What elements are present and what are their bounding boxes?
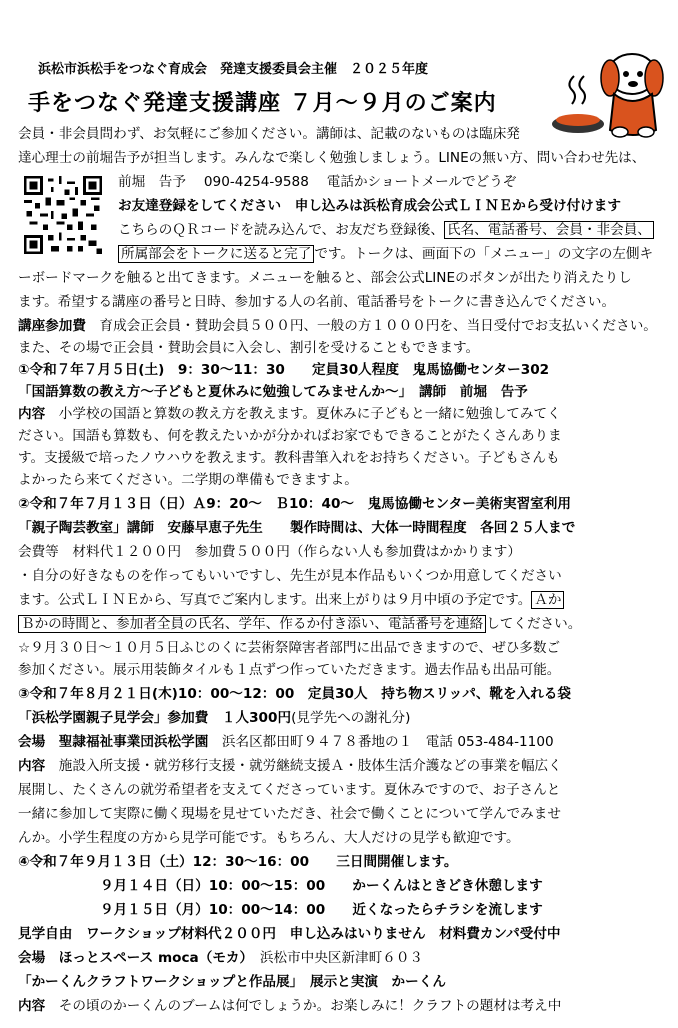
contact-line [118,172,664,192]
session-2-body-2 [18,590,664,610]
session-4-body [18,996,664,1016]
session-3-body-3: 一緒に参加して実際に働く現場を見せていただき、社会で働くことについて学んでみませ [18,806,561,822]
session-1-theme: 「国語算数の教え方～子どもと夏休みに勉強してみませんか～」 講師 前堀 告予 [18,384,528,400]
session-3-theme-note: (見学先への謝礼分) [291,710,411,726]
session-3-body-2: 展開し、たくさんの就労希望者を支えてくださっています。夏休みですので、お子さんと [18,782,561,798]
session-3-venue: 浜名区都田町９４７８番地の１ 電話 053-484-1100 [208,734,554,750]
session-2-body-4: ☆９月３０日～１０月５日ふじのくに芸術祭障害者部門に出品できますので、ぜひ多数ご [18,640,561,656]
content-label: 内容 [18,998,46,1014]
fee-label: 講座参加費 [18,318,86,334]
session-4-venue-label: 会場 ほっとスペース moca（モカ） [18,950,247,966]
session-3-theme-line [18,708,664,728]
content-label: 内容 [18,758,46,774]
session-4-day-3: ９月１５日（月）10：00～14：00 近くなったらチラシを流します [100,902,543,918]
session-1-body-4: よかったら来てください。二学期の準備もできますよ。 [18,472,358,488]
session-3-venue-label: 会場 聖隷福祉事業団浜松学園 [18,734,209,750]
session-2-box-a: Ａか [531,591,564,609]
session-2-theme: 「親子陶芸教室」講師 安藤早恵子先生 製作時間は、大体一時間程度 各回２５人まで [18,520,576,536]
content-label: 内容 [18,406,46,422]
line-qr-code[interactable] [24,176,102,254]
session-3-body-1 [18,756,664,776]
fee-line-2: また、その場で正会員・賛助会員に入会し、割引を受けることもできます。 [18,340,480,356]
session-3-theme: 「浜松学園親子見学会」参加費 １人300円 [18,710,292,726]
session-2-body-3-text: してください。 [486,616,582,632]
required-fields-box-2: 所属部会をトークに送ると完了 [118,245,314,263]
organizer-header: 浜松市浜松手をつなぐ育成会 発達支援委員会主催 ２０２５年度 [38,62,429,77]
session-1-body-3: す。支援級で培ったノウハウを教えます。教科書筆入れをお持ちください。子どもさんも [18,450,560,466]
qr-instruction [118,220,664,240]
session-3-venue-line [18,732,664,752]
session-2-body-5: 参加ください。展示用装飾タイルも１点ずつ作っていただきます。過去作品も出品可能。 [18,662,561,678]
session-3-body-text: 施設入所支援・就労移行支援・就労継続支援Ａ・肢体生活介護などの事業を幅広く [45,758,562,774]
session-3-body-4: んか。小学生程度の方から見学可能です。もちろん、大人だけの見学も歓迎です。 [18,830,520,846]
session-1-body-text: 小学校の国語と算数の教え方を教えます。夏休みに子どもと一緒に勉強してみてく [45,406,561,422]
session-2-body-2-text: ます。公式ＬＩＮＥから、写真でご案内します。出来上がりは９月中頃の予定です。 [18,592,532,608]
fee-text: 育成会正会員・賛助会員５００円、一般の方１０００円を、当日受付でお支払いください。 [85,318,657,334]
contact-note: 電話かショートメールでどうぞ [326,174,517,190]
session-2-body-1: ・自分の好きなものを作ってもいいですし、先生が見本作品もいくつか用意してください [18,568,562,584]
session-1-header: ①令和７年７月５日(土) 9：30～11：30 定員30人程度 鬼馬協働センター302 [18,362,550,378]
contact-phone[interactable]: 090-4254-9588 [203,174,309,190]
line-menu-instruction: ーボードマークを触ると出てきます。メニューを触ると、部会公式LINEのボタンが出たり消えたりし [18,270,632,286]
qr-instruction-b: です。トークは、画面下の「メニュー」の文字の左側キ [314,246,654,262]
session-4-day-2: ９月１４日（日）10：00～15：00 かーくんはときどき休憩します [100,878,543,894]
session-2-fee: 会費等 材料代１２００円 参加費５００円（作らない人も参加費はかかります） [18,544,521,560]
contact-name: 前堀 告予 [118,174,186,190]
qr-instruction-2 [118,244,664,264]
application-instruction: ます。希望する講座の番号と日時、参加する人の名前、電話番号をトークに書き込んでください。 [18,294,616,310]
session-3-header: ③令和７年８月２１日(木)10：00～12：00 定員30人 持ち物スリッパ、靴を入れる袋 [18,686,571,702]
session-4-venue: 浜松市中央区新津町６０３ [259,950,424,966]
session-1-body-1 [18,404,664,424]
session-2-body-3 [18,614,664,634]
intro-line-1: 会員・非会員問わず、お気軽にご参加ください。講師は、記載のないものは臨床発 [18,126,520,142]
fee-line [18,316,664,336]
qr-instruction-a: こちらのＱＲコードを読み込んで、お友だち登録後、 [118,222,444,238]
session-2-header: ②令和７年７月１３日（日）Ａ9：20～ Ｂ10：40～ 鬼馬協働センター美術実習室利用 [18,496,571,512]
intro-line-2: 達心理士の前堀告予が担当します。みんなで楽しく勉強しましょう。LINEの無い方、問い合わせ先は、 [18,150,646,166]
session-4-theme: 「かーくんクラフトワークショップと作品展」 展示と実演 かーくん [18,974,446,990]
session-2-box-b: Ｂかの時間と、参加者全員の氏名、学年、作るか付き添い、電話番号を連絡 [18,615,486,633]
session-4-header: ④令和７年９月１３日（土）12：30～16：00 三日間開催します。 [18,854,458,870]
page-title: 手をつなぐ発達支援講座 ７月～９月のご案内 [28,91,497,116]
session-4-free: 見学自由 ワークショップ材料代２００円 申し込みはいりません 材料費カンパ受付中 [18,926,561,942]
friend-register: お友達登録をしてください 申し込みは浜松育成会公式ＬＩＮＥから受け付けます [118,198,621,214]
required-fields-box: 氏名、電話番号、会員・非会員、 [444,221,654,239]
session-4-venue-line [18,948,664,968]
session-4-body-text: その頃のかーくんのブームは何でしょうか。お楽しみに！クラフトの題材は考え中 [45,998,562,1014]
session-1-body-2: ださい。国語も算数も、何を教えたいかが分かればお家でもできることがたくさんありま [18,428,562,444]
